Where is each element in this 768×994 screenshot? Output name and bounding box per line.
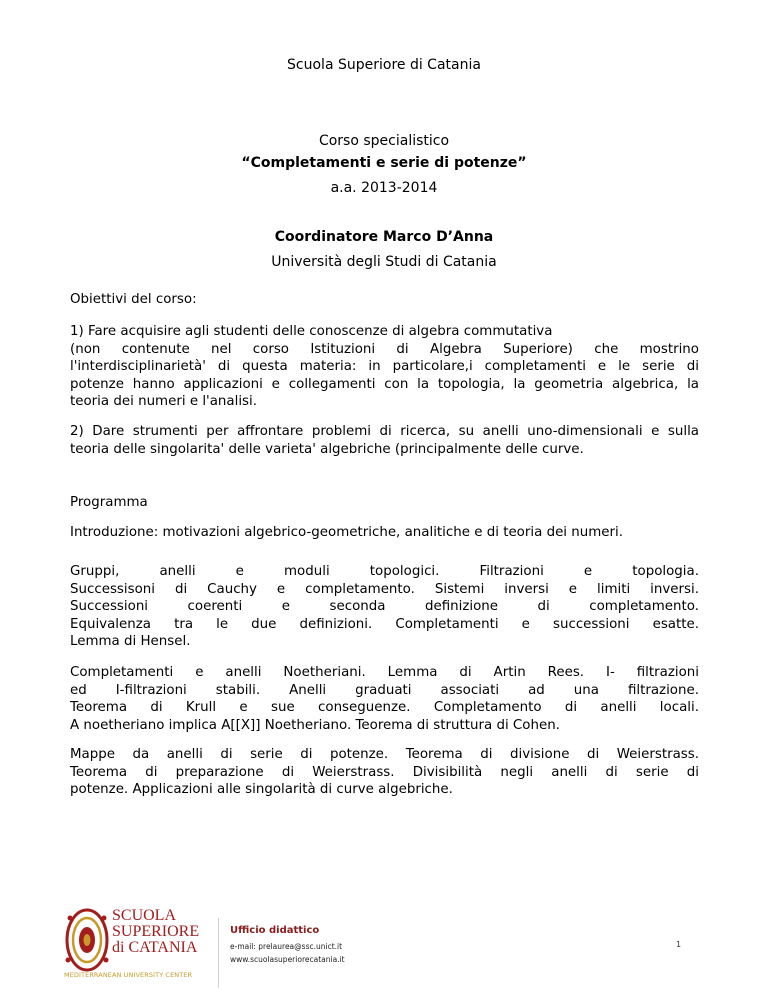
program-paragraph-2 <box>70 664 699 734</box>
logo-line-2: SUPERIORE <box>112 923 200 940</box>
website-link[interactable]: www.scuolasuperiorecatania.it <box>230 955 345 964</box>
program-line: A noetheriano implica A[[X]] Noetheriano. Teorema di struttura di Cohen. <box>70 717 560 733</box>
objective-1-line: potenze hanno applicazioni e collegamenti con la topologia, la geometria algebrica, la <box>70 376 699 392</box>
objective-1-line: teoria dei numeri e l'analisi. <box>70 394 258 410</box>
course-title: “Completamenti e serie di potenze” <box>241 155 527 171</box>
logo-tagline: MEDITERRANEAN UNIVERSITY CENTER <box>64 971 193 979</box>
program-line: Completamenti e anelli Noetheriani. Lemma di Artin Rees. I- filtrazioni <box>70 665 699 680</box>
logo-line-3: di CATANIA <box>112 939 198 956</box>
objective-1-line: l'interdisciplinarietà' di questa materia: in particolare,i completamenti e le serie di <box>70 359 699 375</box>
objective-1-line: 1) Fare acquisire agli studenti delle conoscenze di algebra commutativa <box>70 324 553 339</box>
program-intro: Introduzione: motivazioni algebrico-geometriche, analitiche e di teoria dei numeri. <box>70 525 624 540</box>
objective-2-line: 2) Dare strumenti per affrontare problemi di ricerca, su anelli uno-dimensionali e sulla <box>70 424 699 439</box>
program-line: Lemma di Hensel. <box>70 634 191 650</box>
university: Università degli Studi di Catania <box>271 254 497 270</box>
program-line: Successioni coerenti e seconda definizione di completamento. <box>70 599 699 615</box>
objective-2-line: teoria delle singolarita' delle varieta' algebriche (principalmente delle curve. <box>70 441 584 457</box>
footer-divider <box>218 918 219 988</box>
objective-2 <box>70 423 699 458</box>
program-line: ed I-filtrazioni stabili. Anelli graduati associati ad una filtrazione. <box>70 682 699 698</box>
school-logo <box>64 904 214 984</box>
program-line: Teorema di preparazione di Weierstrass. Divisibilità negli anelli di serie di <box>70 764 699 780</box>
program-line: Successisoni di Cauchy e completamento. Sistemi inversi e limiti inversi. <box>70 581 699 597</box>
footer <box>0 900 768 994</box>
page-number: 1 <box>676 940 682 949</box>
course-type: Corso specialistico <box>318 133 450 149</box>
program-line: potenze. Applicazioni alle singolarità di curve algebriche. <box>70 782 453 798</box>
objectives-heading: Obiettivi del corso: <box>70 292 197 307</box>
program-paragraph-1 <box>70 563 699 651</box>
program-line: Teorema di Krull e sue conseguenze. Completamento di anelli locali. <box>70 700 699 716</box>
objective-1-line: (non contenute nel corso Istituzioni di Algebra Superiore) che mostrino <box>70 341 699 357</box>
program-line: Mappe da anelli di serie di potenze. Teorema di divisione di Weierstrass. <box>70 747 699 762</box>
email-text: e-mail: prelaurea@ssc.unict.it <box>230 942 343 951</box>
objective-1 <box>70 323 699 411</box>
footer-contacts <box>230 924 345 966</box>
academic-year: a.a. 2013-2014 <box>330 180 438 196</box>
logo-line-1: SCUOLA <box>112 907 177 924</box>
program-heading: Programma <box>70 495 148 510</box>
program-paragraph-3 <box>70 746 699 799</box>
program-line: Gruppi, anelli e moduli topologici. Filtrazioni e topologia. <box>70 564 699 579</box>
office-label: Ufficio didattico <box>230 925 320 936</box>
program-line: Equivalenza tra le due definizioni. Completamenti e successioni esatte. <box>70 616 699 632</box>
coordinator: Coordinatore Marco D’Anna <box>274 229 494 245</box>
school-name: Scuola Superiore di Catania <box>287 57 481 73</box>
school-seal-icon <box>64 904 110 974</box>
